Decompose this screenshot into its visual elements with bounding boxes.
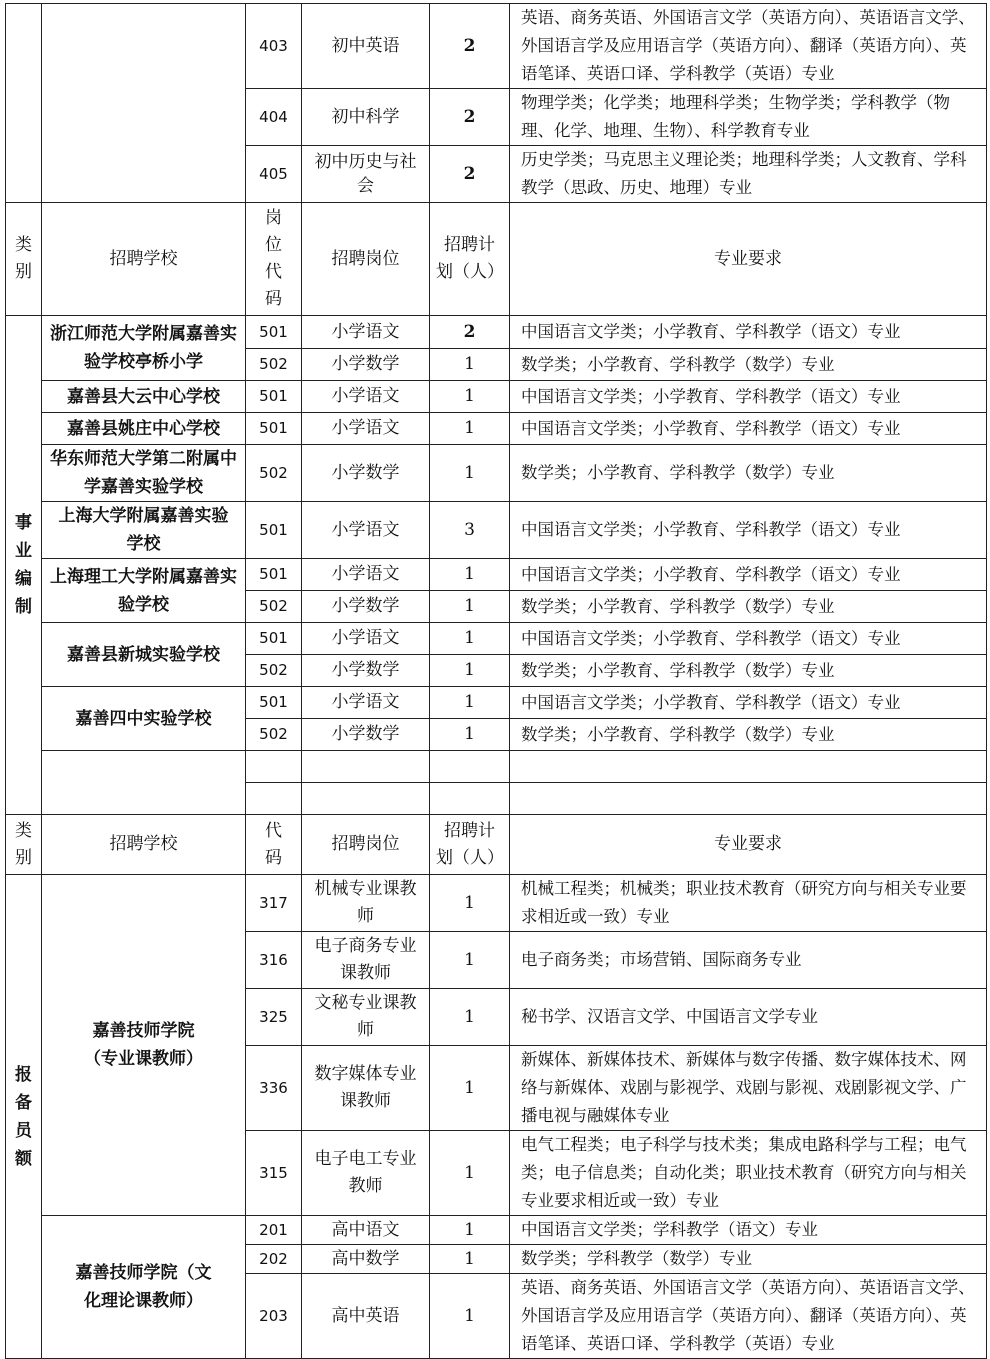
plan-count: 1 bbox=[430, 932, 510, 989]
major-requirement: 物理学类；化学类；地理科学类；生物学类；学科教学（物理、化学、地理、生物）、科学教育专业 bbox=[510, 89, 987, 146]
post-code: 501 bbox=[246, 502, 302, 559]
post-code: 201 bbox=[246, 1216, 302, 1245]
school-name: 嘉善四中实验学校 bbox=[42, 687, 246, 751]
table-row bbox=[6, 445, 987, 502]
category-cell bbox=[6, 4, 42, 203]
school-name: 浙江师范大学附属嘉善实验学校亭桥小学 bbox=[42, 316, 246, 381]
header-requirement: 专业要求 bbox=[510, 815, 987, 875]
major-requirement: 中国语言文学类；学科教学（语文）专业 bbox=[510, 1216, 987, 1245]
table-row bbox=[6, 316, 987, 349]
plan-count: 1 bbox=[430, 1046, 510, 1131]
major-requirement: 英语、商务英语、外国语言文学（英语方向）、英语语言文学、外国语言学及应用语言学（英语方向）、翻译（英语方向）、英语笔译、英语口译、学科教学（英语）专业 bbox=[510, 4, 987, 89]
post-code: 404 bbox=[246, 89, 302, 146]
plan-count bbox=[430, 751, 510, 783]
plan-count: 1 bbox=[430, 413, 510, 445]
header-plan: 招聘计划（人） bbox=[430, 815, 510, 875]
header-category: 类别 bbox=[6, 203, 42, 316]
post-name: 电子电工专业教师 bbox=[302, 1131, 430, 1216]
major-requirement: 新媒体、新媒体技术、新媒体与数字传播、数字媒体技术、网络与新媒体、戏剧与影视学、戏剧与影视、戏剧影视文学、广播电视与融媒体专业 bbox=[510, 1046, 987, 1131]
post-code: 202 bbox=[246, 1245, 302, 1274]
post-name: 高中英语 bbox=[302, 1274, 430, 1359]
post-code: 316 bbox=[246, 932, 302, 989]
post-code: 501 bbox=[246, 687, 302, 719]
major-requirement bbox=[510, 751, 987, 783]
post-name: 小学语文 bbox=[302, 687, 430, 719]
major-requirement: 数学类；小学教育、学科教学（数学）专业 bbox=[510, 445, 987, 502]
post-code: 315 bbox=[246, 1131, 302, 1216]
post-name: 小学语文 bbox=[302, 559, 430, 591]
post-code: 317 bbox=[246, 875, 302, 932]
major-requirement: 数学类；小学教育、学科教学（数学）专业 bbox=[510, 349, 987, 381]
post-code: 501 bbox=[246, 559, 302, 591]
school-name: 嘉善县姚庄中心学校 bbox=[42, 413, 246, 445]
post-code: 203 bbox=[246, 1274, 302, 1359]
post-name: 小学语文 bbox=[302, 623, 430, 655]
plan-count: 2 bbox=[430, 146, 510, 203]
plan-count: 1 bbox=[430, 1245, 510, 1274]
post-code: 502 bbox=[246, 591, 302, 623]
post-name: 高中语文 bbox=[302, 1216, 430, 1245]
header-plan: 招聘计划（人） bbox=[430, 203, 510, 316]
table-row bbox=[6, 502, 987, 559]
table-header-row bbox=[6, 203, 987, 316]
post-name: 机械专业课教师 bbox=[302, 875, 430, 932]
major-requirement: 中国语言文学类；小学教育、学科教学（语文）专业 bbox=[510, 623, 987, 655]
header-category: 类别 bbox=[6, 815, 42, 875]
major-requirement bbox=[510, 783, 987, 815]
post-name: 电子商务专业课教师 bbox=[302, 932, 430, 989]
plan-count: 1 bbox=[430, 445, 510, 502]
post-code bbox=[246, 751, 302, 783]
table-row bbox=[6, 751, 987, 783]
school-name: 嘉善县新城实验学校 bbox=[42, 623, 246, 687]
post-name: 小学数学 bbox=[302, 349, 430, 381]
plan-count bbox=[430, 783, 510, 815]
plan-count: 1 bbox=[430, 1216, 510, 1245]
post-name: 小学语文 bbox=[302, 316, 430, 349]
school-name bbox=[42, 751, 246, 815]
table-row bbox=[6, 4, 987, 89]
header-position: 招聘岗位 bbox=[302, 815, 430, 875]
table-header-row bbox=[6, 815, 987, 875]
post-name bbox=[302, 783, 430, 815]
plan-count: 3 bbox=[430, 502, 510, 559]
major-requirement: 中国语言文学类；小学教育、学科教学（语文）专业 bbox=[510, 316, 987, 349]
post-code: 403 bbox=[246, 4, 302, 89]
post-name bbox=[302, 751, 430, 783]
post-name: 小学语文 bbox=[302, 381, 430, 413]
major-requirement: 数学类；学科教学（数学）专业 bbox=[510, 1245, 987, 1274]
major-requirement: 数学类；小学教育、学科教学（数学）专业 bbox=[510, 655, 987, 687]
plan-count: 1 bbox=[430, 719, 510, 751]
category-label: 报备员额 bbox=[6, 875, 42, 1359]
plan-count: 1 bbox=[430, 1274, 510, 1359]
post-code: 501 bbox=[246, 413, 302, 445]
major-requirement: 中国语言文学类；小学教育、学科教学（语文）专业 bbox=[510, 559, 987, 591]
post-code: 502 bbox=[246, 445, 302, 502]
plan-count: 1 bbox=[430, 1131, 510, 1216]
major-requirement: 秘书学、汉语言文学、中国语言文学专业 bbox=[510, 989, 987, 1046]
post-code bbox=[246, 783, 302, 815]
post-code: 502 bbox=[246, 655, 302, 687]
post-code: 502 bbox=[246, 349, 302, 381]
post-name: 小学数学 bbox=[302, 445, 430, 502]
table-row bbox=[6, 1216, 987, 1245]
plan-count: 1 bbox=[430, 349, 510, 381]
major-requirement: 中国语言文学类；小学教育、学科教学（语文）专业 bbox=[510, 381, 987, 413]
post-name: 小学数学 bbox=[302, 719, 430, 751]
table-row bbox=[6, 381, 987, 413]
recruitment-table bbox=[5, 3, 987, 1359]
school-name: 上海理工大学附属嘉善实验学校 bbox=[42, 559, 246, 623]
post-code: 501 bbox=[246, 316, 302, 349]
header-school: 招聘学校 bbox=[42, 203, 246, 316]
header-school: 招聘学校 bbox=[42, 815, 246, 875]
post-name: 高中数学 bbox=[302, 1245, 430, 1274]
table-row bbox=[6, 623, 987, 655]
school-name: 上海大学附属嘉善实验学校 bbox=[42, 502, 246, 559]
post-name: 初中科学 bbox=[302, 89, 430, 146]
plan-count: 1 bbox=[430, 559, 510, 591]
post-code: 336 bbox=[246, 1046, 302, 1131]
major-requirement: 机械工程类；机械类；职业技术教育（研究方向与相关专业要求相近或一致）专业 bbox=[510, 875, 987, 932]
plan-count: 1 bbox=[430, 591, 510, 623]
post-code: 501 bbox=[246, 623, 302, 655]
plan-count: 1 bbox=[430, 989, 510, 1046]
major-requirement: 中国语言文学类；小学教育、学科教学（语文）专业 bbox=[510, 413, 987, 445]
school-name: 嘉善技师学院（专业课教师） bbox=[42, 875, 246, 1216]
major-requirement: 数学类；小学教育、学科教学（数学）专业 bbox=[510, 719, 987, 751]
post-name: 初中历史与社会 bbox=[302, 146, 430, 203]
header-code: 代码 bbox=[246, 815, 302, 875]
plan-count: 1 bbox=[430, 655, 510, 687]
table-row bbox=[6, 875, 987, 932]
header-code: 岗位代码 bbox=[246, 203, 302, 316]
header-requirement: 专业要求 bbox=[510, 203, 987, 316]
post-name: 初中英语 bbox=[302, 4, 430, 89]
school-name: 嘉善县大云中心学校 bbox=[42, 381, 246, 413]
post-name: 小学数学 bbox=[302, 591, 430, 623]
post-name: 小学数学 bbox=[302, 655, 430, 687]
table-row bbox=[6, 413, 987, 445]
post-code: 325 bbox=[246, 989, 302, 1046]
table-row bbox=[6, 687, 987, 719]
plan-count: 2 bbox=[430, 316, 510, 349]
major-requirement: 中国语言文学类；小学教育、学科教学（语文）专业 bbox=[510, 502, 987, 559]
major-requirement: 电子商务类；市场营销、国际商务专业 bbox=[510, 932, 987, 989]
major-requirement: 历史学类；马克思主义理论类；地理科学类；人文教育、学科教学（思政、历史、地理）专业 bbox=[510, 146, 987, 203]
post-code: 501 bbox=[246, 381, 302, 413]
plan-count: 1 bbox=[430, 623, 510, 655]
plan-count: 1 bbox=[430, 875, 510, 932]
school-name: 华东师范大学第二附属中学嘉善实验学校 bbox=[42, 445, 246, 502]
plan-count: 2 bbox=[430, 4, 510, 89]
school-cell bbox=[42, 4, 246, 203]
major-requirement: 数学类；小学教育、学科教学（数学）专业 bbox=[510, 591, 987, 623]
post-name: 文秘专业课教师 bbox=[302, 989, 430, 1046]
post-name: 小学语文 bbox=[302, 413, 430, 445]
major-requirement: 中国语言文学类；小学教育、学科教学（语文）专业 bbox=[510, 687, 987, 719]
header-position: 招聘岗位 bbox=[302, 203, 430, 316]
post-name: 小学语文 bbox=[302, 502, 430, 559]
major-requirement: 电气工程类；电子科学与技术类；集成电路科学与工程；电气类；电子信息类；自动化类；职业技术教育（研究方向与相关专业要求相近或一致）专业 bbox=[510, 1131, 987, 1216]
post-code: 502 bbox=[246, 719, 302, 751]
plan-count: 1 bbox=[430, 381, 510, 413]
major-requirement: 英语、商务英语、外国语言文学（英语方向）、英语语言文学、外国语言学及应用语言学（英语方向）、翻译（英语方向）、英语笔译、英语口译、学科教学（英语）专业 bbox=[510, 1274, 987, 1359]
table-row bbox=[6, 559, 987, 591]
category-label: 事业编制 bbox=[6, 316, 42, 815]
school-name: 嘉善技师学院（文化理论课教师） bbox=[42, 1216, 246, 1359]
plan-count: 2 bbox=[430, 89, 510, 146]
post-name: 数字媒体专业课教师 bbox=[302, 1046, 430, 1131]
post-code: 405 bbox=[246, 146, 302, 203]
plan-count: 1 bbox=[430, 687, 510, 719]
